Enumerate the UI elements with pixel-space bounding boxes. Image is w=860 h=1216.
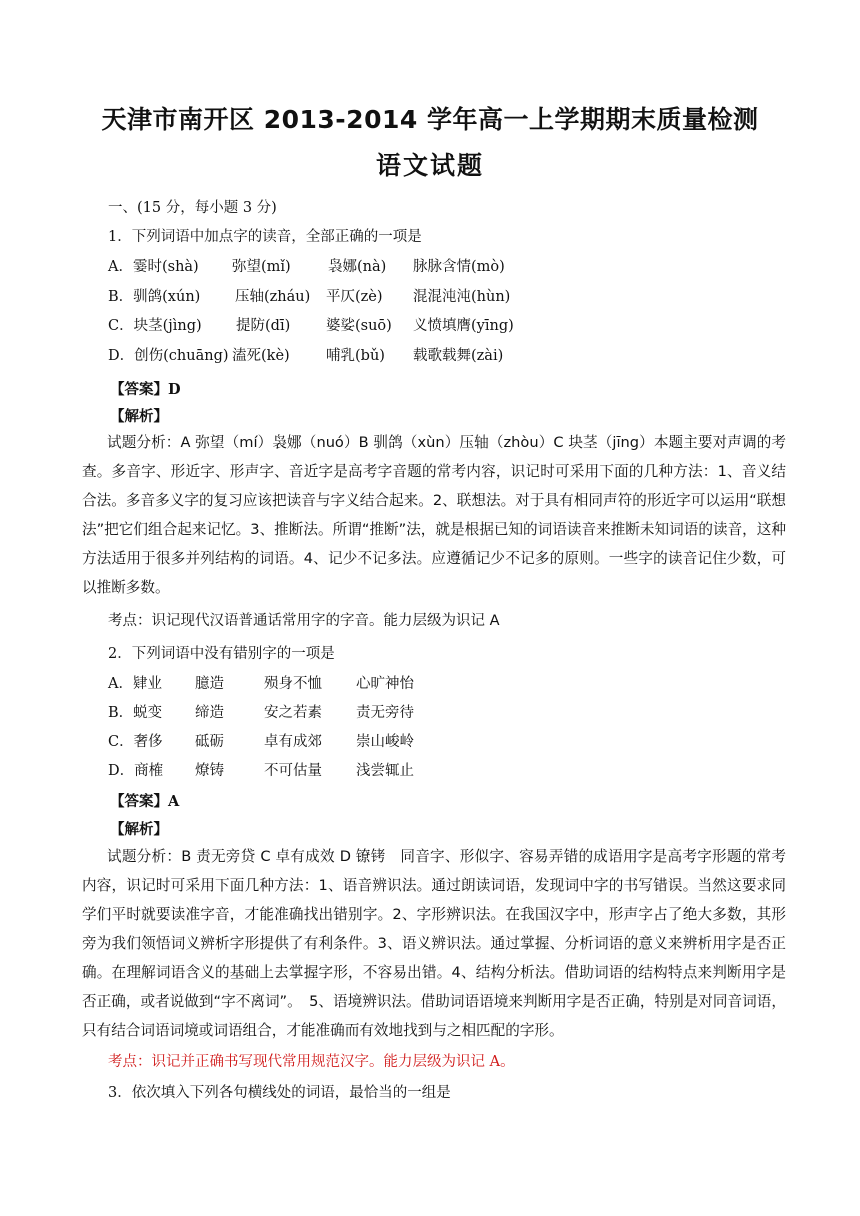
q2-b-item: 责无旁待 (356, 705, 414, 721)
q2-kaodian: 考点：识记并正确书写现代常用规范汉字。能力层级为识记 A。 (108, 1054, 515, 1070)
q1-d-item: 溘死(kè) (232, 348, 290, 364)
q2-stem: 2．下列词语中没有错别字的一项是 (108, 646, 335, 662)
q1-d-item: 哺乳(bǔ) (326, 348, 385, 364)
q1-b-item: 平仄(zè) (326, 289, 383, 305)
q2-c-item: 砥砺 (195, 734, 224, 750)
q1-c-item: 提防(dī) (236, 318, 291, 334)
q1-b-item: 压轴(zháu) (235, 289, 311, 305)
q1-c-item: 义愤填膺(yīng) (413, 318, 514, 334)
q2-a-item: 臆造 (195, 676, 224, 692)
q1-d-item: D．创伤(chuāng) (108, 348, 229, 364)
page-title: 天津市南开区 2013-2014 学年高一上学期期末质量检测 (101, 105, 759, 134)
q1-analysis: 试题分析：A 弥望（mí）袅娜（nuó）B 驯鸽（xùn）压轴（zhòu）C 块茎（jīng）本题主要对声调的考查。多音字、形近字、形声字、音近字是高考字音题的常考内容，识记时可采用下面的几种方法：1、音义结合法。多音多义字的复习应该把读音与字义结合起来。2、联想法。对于具有相同声符的形近字可以运用“联想法”把它们组合起来记忆。3、推断法。所谓“推断”法，就是根据已知的词语读音来推断未知词语的读音，这种方法适用于很多并列结构的词语。4、记少不记多法。应遵循记少不记多的原则。一些字的读音记住少数，可以推断多数。 (82, 434, 786, 596)
q1-answer: 【答案】D (110, 381, 181, 398)
q2-d-item: 不可估量 (264, 763, 322, 779)
q1-d-item: 载歌载舞(zài) (413, 348, 504, 364)
q1-b-item: 混混沌沌(hùn) (413, 289, 511, 305)
q2-a-item: A．肄业 (108, 676, 162, 692)
q3-stem: 3．依次填入下列各句横线处的词语，最恰当的一组是 (108, 1085, 451, 1101)
q1-a-item: A．霎时(shà) (108, 259, 199, 275)
q2-a-item: 心旷神怡 (356, 676, 414, 692)
q2-analysis-label: 【解析】 (110, 821, 168, 838)
section-header: 一、(15 分，每小题 3 分) (108, 200, 277, 216)
q1-a-item: 弥望(mǐ) (232, 259, 291, 275)
q2-analysis: 试题分析：B 责无旁贷 C 卓有成效 D 镣铐 同音字、形似字、容易弄错的成语用字是高考字形题的常考内容，识记时可采用下面几种方法：1、语音辨识法。通过朗读词语，发现词中字的书写错误。当然这要求同学们平时就要读准字音，才能准确找出错别字。2、字形辨识法。在我国汉字中，形声字占了绝大多数，其形旁为我们领悟词义辨析字形提供了有利条件。3、语义辨识法。通过掌握、分析词语的意义来辨析用字是否正确。在理解词语含义的基础上去掌握字形，不容易出错。4、结构分析法。借助词语的结构特点来判断用字是否正确，或者说做到“字不离词”。 5、语境辨识法。借助词语语境来判断用字是否正确，特别是对同音词语，只有结合词语词境或词语组合，才能准确而有效地找到与之相匹配的字形。 (82, 848, 786, 1039)
q1-c-item: C．块茎(jìng) (108, 318, 202, 334)
q1-b-item: B．驯鸽(xún) (108, 289, 201, 305)
q1-a-item: 袅娜(nà) (328, 259, 387, 275)
q2-d-item: D．商榷 (108, 763, 164, 779)
q1-stem: 1．下列词语中加点字的读音，全部正确的一项是 (108, 229, 422, 245)
q2-c-item: C．奢侈 (108, 734, 163, 750)
q2-c-item: 崇山峻岭 (356, 734, 414, 750)
q1-kaodian: 考点：识记现代汉语普通话常用字的字音。能力层级为识记 A (108, 613, 500, 629)
q2-c-item: 卓有成郊 (264, 734, 322, 750)
q2-answer: 【答案】A (110, 793, 180, 810)
q2-a-item: 殒身不恤 (264, 676, 322, 692)
page-subtitle: 语文试题 (375, 151, 484, 180)
q2-b-item: B．蜕变 (108, 705, 163, 721)
q1-analysis-label: 【解析】 (110, 408, 168, 425)
q1-c-item: 婆娑(suō) (326, 318, 392, 334)
q2-b-item: 安之若素 (264, 705, 322, 721)
q1-a-item: 脉脉含情(mò) (413, 259, 505, 275)
q2-d-item: 浅尝辄止 (356, 763, 414, 779)
q2-d-item: 燎铸 (195, 763, 224, 779)
q2-b-item: 缔造 (195, 705, 224, 721)
